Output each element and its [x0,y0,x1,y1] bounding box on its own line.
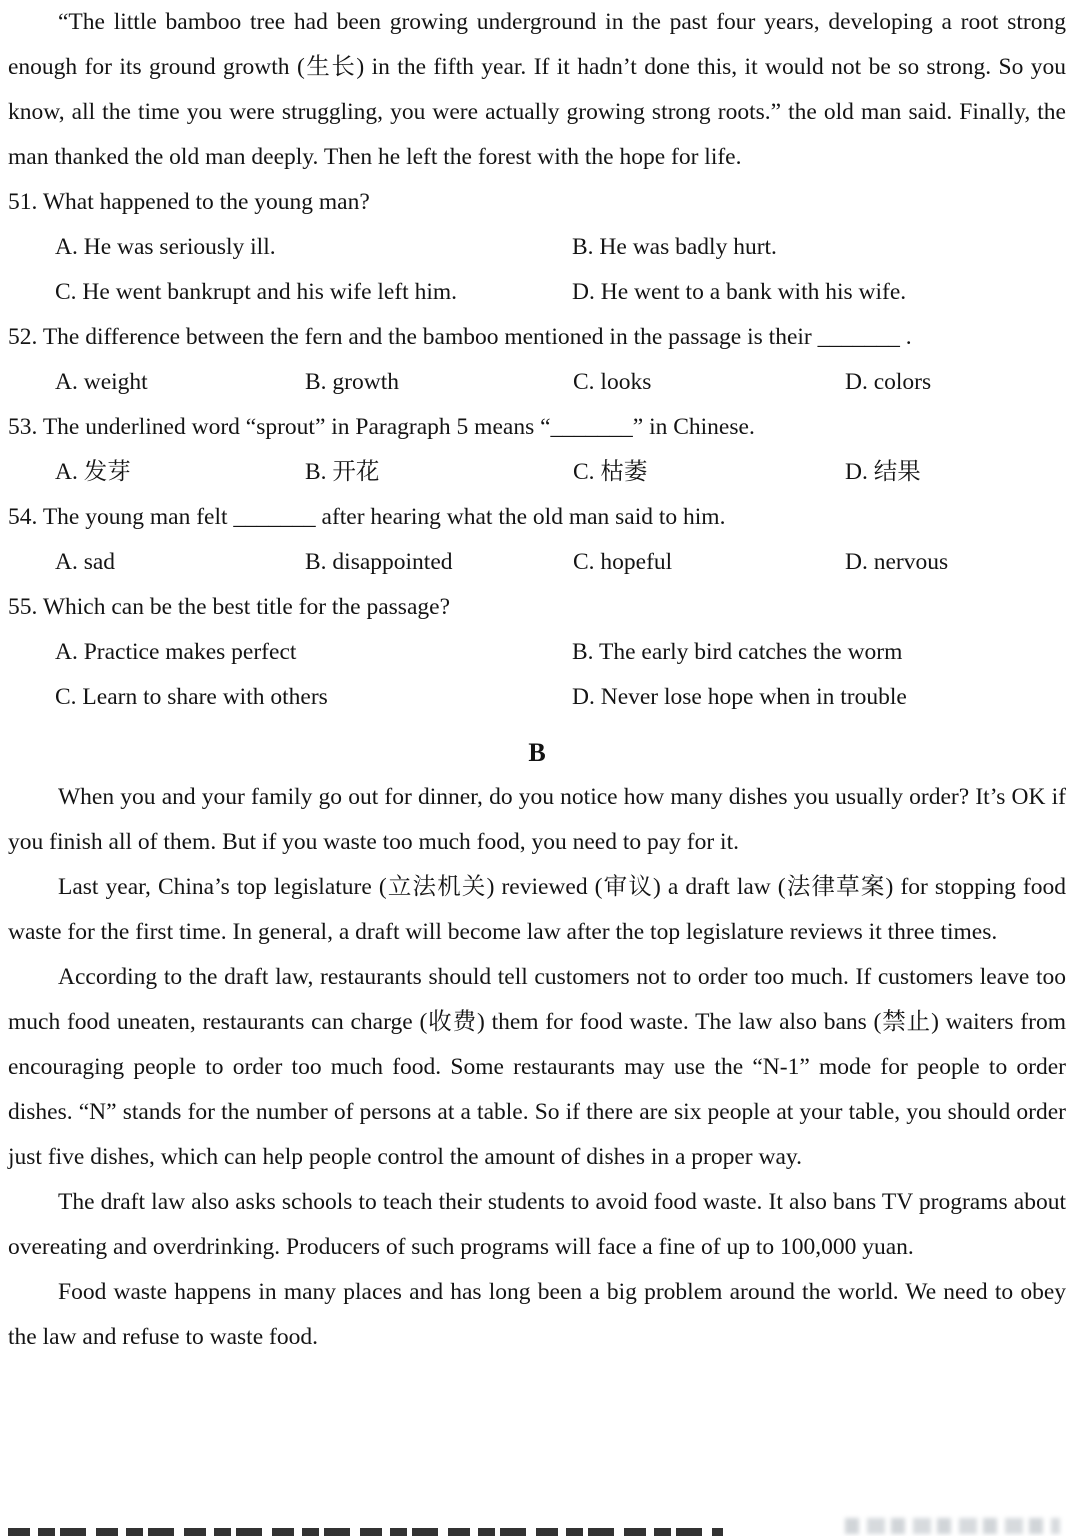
question-55-number: 55. [8,594,38,620]
option-52-c: C. looks [573,369,652,395]
option-54-b: B. disappointed [305,549,453,575]
option-51-c: C. He went bankrupt and his wife left him. [55,279,458,305]
option-52-b: B. growth [305,369,399,395]
question-51-options [8,225,1066,315]
question-51-text: What happened to the young man? [42,189,370,215]
question-54-number: 54. [8,504,38,530]
question-53 [8,405,1066,495]
option-54-c: C. hopeful [573,549,673,575]
question-54-text: The young man felt _______ after hearing what the old man said to him. [42,504,726,530]
question-52-number: 52. [8,324,38,350]
passage-b-paragraph-4: The draft law also asks schools to teach their students to avoid food waste. It also bans TV programs about overeating and overdrinking. Producers of such programs will face a fine of up to 100,000 yuan. [8,1189,1066,1260]
question-51 [8,180,1066,315]
question-53-text: The underlined word “sprout” in Paragraph 5 means “_______” in Chinese. [42,414,755,440]
passage-b-paragraph-1: When you and your family go out for dinner, do you notice how many dishes you usually order? It’s OK if you finish all of them. But if you waste too much food, you need to pay for it. [8,784,1066,855]
question-55-text: Which can be the best title for the passage? [42,594,450,620]
passage-b-paragraph-2: Last year, China’s top legislature (立法机关) reviewed (审议) a draft law (法律草案) for stopping food waste for the first time. In general, a draft will become law after the top legislature reviews it three times. [8,874,1066,945]
question-53-number: 53. [8,414,38,440]
watermark-smudge [845,1518,1060,1534]
option-53-a: A. 发芽 [55,459,131,485]
option-52-a: A. weight [55,369,148,395]
option-53-b: B. 开花 [305,459,380,485]
passage-b-paragraph-5: Food waste happens in many places and has long been a big problem around the world. We need to obey the law and refuse to waste food. [8,1279,1066,1350]
option-51-d: D. He went to a bank with his wife. [572,279,907,305]
question-52-options [8,360,1066,405]
option-51-b: B. He was badly hurt. [572,234,777,260]
section-b-header: B [528,738,546,767]
question-53-options [8,450,1066,495]
option-53-c: C. 枯萎 [573,459,648,485]
question-52-text: The difference between the fern and the bamboo mentioned in the passage is their _______ . [42,324,912,350]
option-52-d: D. colors [845,369,932,395]
passage-b-paragraph-3: According to the draft law, restaurants should tell customers not to order too much. If customers leave too much food uneaten, restaurants can charge (收费) them for food waste. The law also bans (禁止) waiters from encouraging people to order too much food. Some restaurants may use the “N-1” mode for people to order dishes. “N” stands for the number of persons at a table. So if there are six people at your table, you should order just five dishes, which can help people control the amount of dishes in a proper way. [8,964,1066,1170]
option-55-a: A. Practice makes perfect [55,639,297,665]
question-51-number: 51. [8,189,38,215]
option-54-d: D. nervous [845,549,949,575]
question-55 [8,585,1066,720]
option-55-c: C. Learn to share with others [55,684,328,710]
option-53-d: D. 结果 [845,459,921,485]
option-55-d: D. Never lose hope when in trouble [572,684,907,710]
option-51-a: A. He was seriously ill. [55,234,276,260]
question-54 [8,495,1066,585]
question-54-options [8,540,1066,585]
option-55-b: B. The early bird catches the worm [572,639,903,665]
option-54-a: A. sad [55,549,116,575]
passage-a-conclusion: “The little bamboo tree had been growing underground in the past four years, developing a root strong enough for its ground growth (生长) in the fifth year. If it hadn’t done this, it would not be so strong. So you know, all the time you were struggling, you were actually growing strong roots.” the old man said. Finally, the man thanked the old man deeply. Then he left the forest with the hope for life. [8,9,1066,170]
question-52 [8,315,1066,405]
cut-off-next-line-strip [8,1528,723,1536]
question-55-options [8,630,1066,720]
